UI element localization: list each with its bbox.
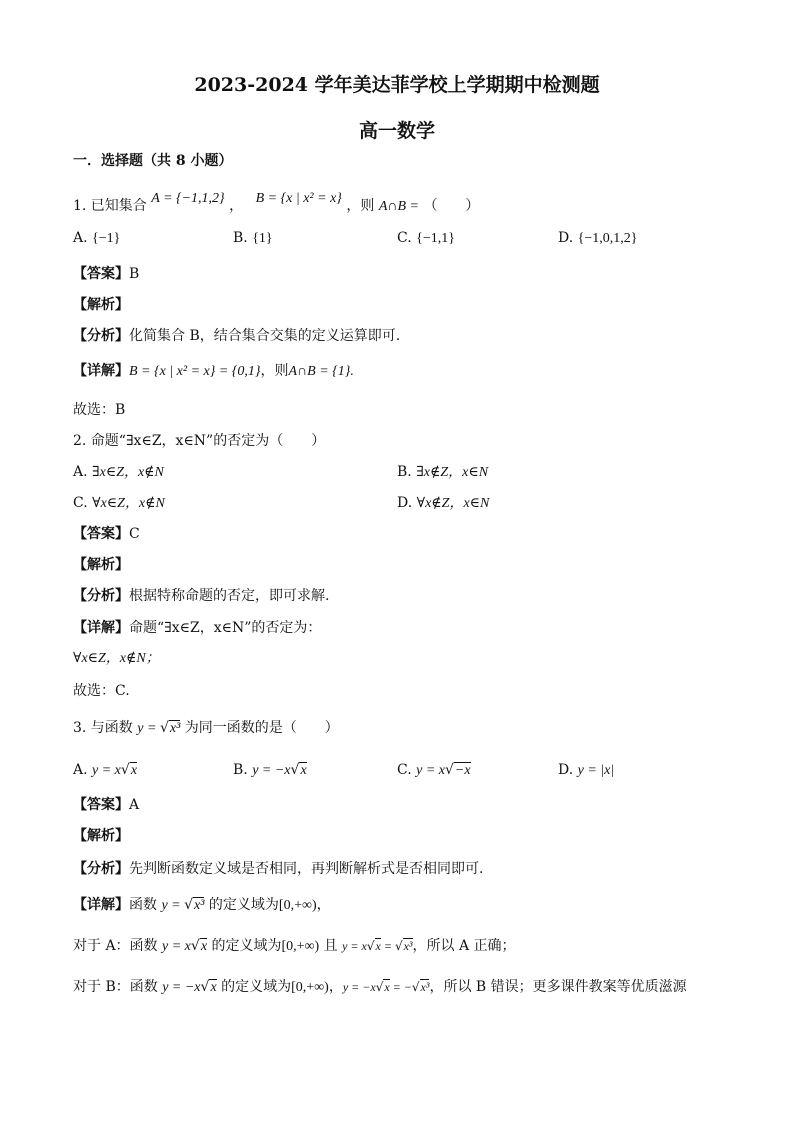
detail-continuation: ∀x∈Z，x∉N；	[73, 651, 160, 666]
option-a: A. y = x√x	[73, 762, 138, 778]
conclusion-line: 故选：B	[73, 402, 126, 418]
option-b: B. y = −x√x	[233, 762, 307, 778]
option-c: C. y = x√−x	[397, 762, 471, 778]
answer-line: 【答案】C	[73, 526, 140, 542]
option-d: D. y = |x|	[558, 762, 615, 778]
analysis-line: 【分析】化简集合 B，结合集合交集的定义运算即可.	[73, 328, 401, 344]
answer-line: 【答案】B	[73, 266, 140, 282]
conclusion-line: 故选：C.	[73, 683, 130, 699]
question-3: 3. 与函数 y = √x³ 为同一函数的是（ ）	[73, 720, 339, 736]
analysis-line: 【分析】先判断函数定义域是否相同，再判断解析式是否相同即可.	[73, 861, 484, 877]
section-heading: 一．选择题（共 8 小题）	[73, 153, 233, 169]
option-b: B. ∃x∉Z，x∈N	[397, 464, 489, 480]
analysis-heading: 【解析】	[73, 828, 129, 844]
detail-option-b: 对于 B：函数 y = −x√x 的定义域为[0,+∞)，y = −x√x = −√x³，所以 B 错误；更多课件教案等优质滋源	[73, 979, 687, 995]
math-expression: A = {−1,1,2}	[151, 191, 225, 206]
analysis-heading: 【解析】	[73, 297, 129, 313]
answer-line: 【答案】A	[73, 797, 140, 813]
detail-line: 【详解】命题“∃x∈Z，x∈N”的否定为：	[73, 620, 322, 636]
math-expression: B = {x | x² = x}	[255, 191, 342, 206]
option-d: D. ∀x∉Z，x∈N	[397, 495, 490, 511]
document-title: 2023-2024 学年美达菲学校上学期期中检测题	[194, 74, 600, 96]
detail-option-a: 对于 A：函数 y = x√x 的定义域为[0,+∞) 且 y = x√x = √x³，所以 A 正确；	[73, 938, 516, 954]
analysis-heading: 【解析】	[73, 557, 129, 573]
option-d: D. {−1,0,1,2}	[558, 230, 638, 246]
option-c: C. {−1,1}	[397, 230, 455, 246]
question-2: 2. 命题“∃x∈Z，x∈N”的否定为（ ）	[73, 433, 326, 449]
math-expression: A∩B =	[378, 199, 419, 214]
detail-line: 【详解】函数 y = √x³ 的定义域为[0,+∞)，	[73, 897, 331, 913]
option-a: A. {−1}	[73, 230, 121, 246]
document-subtitle: 高一数学	[358, 120, 435, 142]
option-b: B. {1}	[233, 230, 273, 246]
option-c: C. ∀x∈Z，x∉N	[73, 495, 165, 511]
option-a: A. ∃x∈Z，x∉N	[73, 464, 164, 480]
analysis-line: 【分析】根据特称命题的否定，即可求解.	[73, 588, 330, 604]
detail-line: 【详解】B = {x | x² = x} = {0,1}，则A∩B = {1}.	[73, 363, 354, 379]
question-1: 1. 已知集合 A = {−1,1,2} ， B = {x | x² = x} ，则 A∩B = （ ）	[73, 191, 480, 214]
